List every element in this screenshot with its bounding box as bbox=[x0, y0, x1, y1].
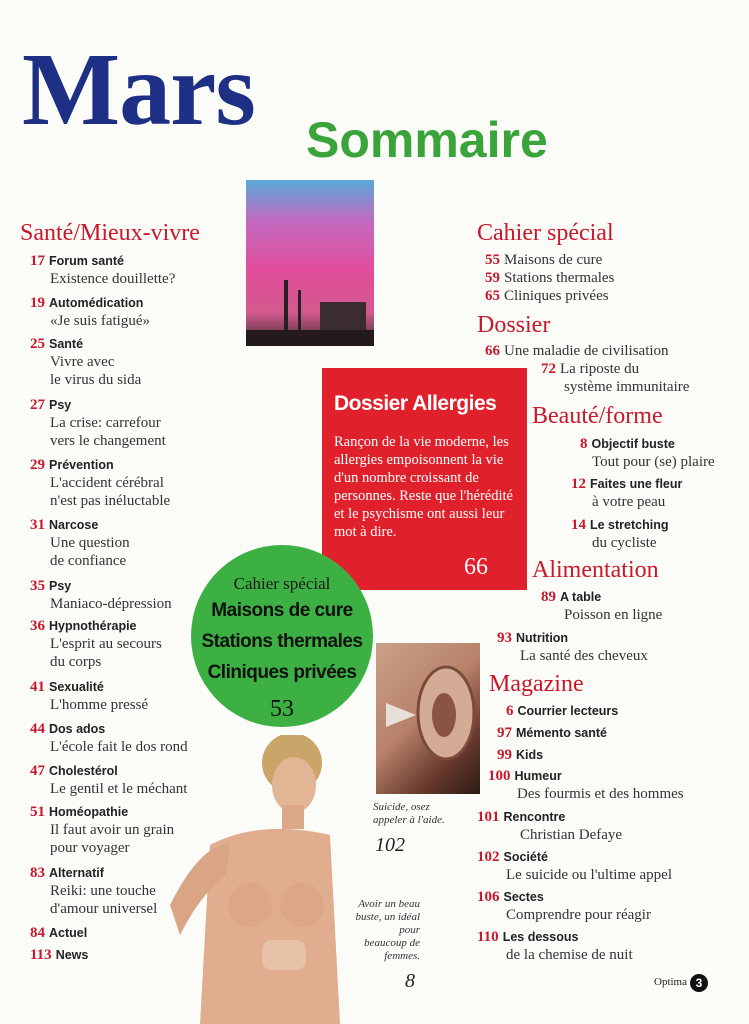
entry-page: 65 bbox=[485, 288, 500, 304]
entry-title: Dos ados bbox=[49, 722, 106, 736]
list-item[interactable] bbox=[30, 294, 150, 330]
entry-subtitle: L'école fait le dos rond bbox=[50, 739, 188, 755]
entry-title: Homéopathie bbox=[49, 805, 129, 819]
entry-title: Kids bbox=[516, 748, 544, 762]
list-item[interactable] bbox=[477, 888, 651, 924]
list-item[interactable] bbox=[30, 252, 175, 288]
entry-page: 8 bbox=[580, 436, 588, 452]
entry-title: Mémento santé bbox=[516, 726, 607, 740]
ear-closeup-photo bbox=[376, 643, 480, 794]
page-number: 3 bbox=[690, 974, 708, 992]
entry-page: 89 bbox=[541, 589, 556, 605]
entry-page: 19 bbox=[30, 295, 45, 311]
bubble-label: Cahier spécial bbox=[233, 574, 331, 593]
entry-title: Société bbox=[503, 850, 548, 864]
entry-title: Automédication bbox=[49, 296, 144, 310]
list-item[interactable] bbox=[571, 516, 669, 552]
entry-page: 99 bbox=[497, 747, 512, 763]
entry-page: 29 bbox=[30, 457, 45, 473]
entry-page: 97 bbox=[497, 725, 512, 741]
list-item[interactable] bbox=[541, 360, 689, 396]
bubble-line-3: Cliniques privées bbox=[207, 662, 357, 683]
entry-subtitle: vers le changement bbox=[50, 433, 166, 449]
dossier-box-text: Rançon de la vie moderne, les allergies empoisonnent la vie d'un nombre croissant de personnes. Reste que l'hérédité et le psychisme ont aussi leur mot à dire. bbox=[334, 434, 513, 540]
entry-subtitle: pour voyager bbox=[50, 840, 130, 856]
entry-subtitle: de confiance bbox=[50, 553, 127, 569]
entry-subtitle: Tout pour (se) plaire bbox=[592, 454, 715, 470]
entry-page: 25 bbox=[30, 336, 45, 352]
magazine-month: Mars bbox=[22, 32, 255, 147]
list-item[interactable] bbox=[497, 724, 607, 742]
entry-title: Sexualité bbox=[49, 680, 104, 694]
entry-title: Forum santé bbox=[49, 254, 125, 268]
list-item[interactable] bbox=[30, 864, 157, 918]
entry-subtitle: L'esprit au secours bbox=[50, 636, 162, 652]
entry-title: Alternatif bbox=[49, 866, 104, 880]
entry-page: 47 bbox=[30, 763, 45, 779]
entry-subtitle: La santé des cheveux bbox=[520, 648, 648, 664]
list-item[interactable] bbox=[580, 435, 715, 471]
entry-page: 44 bbox=[30, 721, 45, 737]
entry-page: 55 bbox=[485, 252, 500, 268]
entry-subtitle: Existence douillette? bbox=[50, 271, 176, 287]
bubble-line-1: Maisons de cure bbox=[211, 600, 353, 621]
entry-page: 93 bbox=[497, 630, 512, 646]
ear-caption: Suicide, osez appeler à l'aide. bbox=[373, 801, 445, 826]
entry-subtitle: «Je suis fatigué» bbox=[50, 313, 150, 329]
entry-subtitle: à votre peau bbox=[592, 494, 666, 510]
entry-subtitle: Reiki: une touche bbox=[50, 883, 156, 899]
entry-page: 14 bbox=[571, 517, 586, 533]
section-title-magazine: Magazine bbox=[489, 671, 584, 697]
entry-subtitle: Le gentil et le méchant bbox=[50, 781, 188, 797]
entry-title: Courrier lecteurs bbox=[517, 704, 619, 718]
section-title-dossier: Dossier bbox=[477, 312, 551, 338]
entry-title: Les dessous bbox=[502, 930, 579, 944]
entry-title: Rencontre bbox=[503, 810, 566, 824]
woman-caption: Avoir un beau buste, un idéal pour beaucoup de femmes. bbox=[355, 898, 420, 962]
entry-page: 113 bbox=[30, 947, 52, 963]
entry-title: Sectes bbox=[503, 890, 544, 904]
entry-subtitle: L'homme pressé bbox=[50, 697, 149, 713]
list-item[interactable] bbox=[541, 588, 662, 624]
list-item[interactable] bbox=[477, 808, 622, 844]
entry-page: 31 bbox=[30, 517, 45, 533]
dossier-box-page: 66 bbox=[464, 554, 488, 580]
entry-title: Humeur bbox=[514, 769, 562, 783]
entry-page: 51 bbox=[30, 804, 45, 820]
list-item[interactable] bbox=[30, 946, 88, 964]
ear-caption-page: 102 bbox=[375, 834, 405, 856]
entry-subtitle: Il faut avoir un grain bbox=[50, 822, 175, 838]
entry-title: Psy bbox=[49, 579, 72, 593]
entry-page: 41 bbox=[30, 679, 45, 695]
list-item[interactable] bbox=[30, 335, 141, 389]
entry-subtitle: Poisson en ligne bbox=[564, 607, 663, 623]
entry-page: 6 bbox=[506, 703, 514, 719]
entry-page: 35 bbox=[30, 578, 45, 594]
entry-title: Narcose bbox=[49, 518, 99, 532]
entry-subtitle: Une question bbox=[50, 535, 130, 551]
entry-subtitle: Des fourmis et des hommes bbox=[517, 786, 684, 802]
entry-page: 102 bbox=[477, 849, 500, 865]
list-item[interactable] bbox=[30, 762, 187, 798]
entry-subtitle: du cycliste bbox=[592, 535, 657, 551]
entry-page: 66 bbox=[485, 343, 500, 359]
footer-brand: Optima bbox=[654, 976, 687, 988]
entry-title: Prévention bbox=[49, 458, 114, 472]
list-item[interactable] bbox=[571, 475, 682, 511]
entry-page: 12 bbox=[571, 476, 586, 492]
entry-subtitle: Comprendre pour réagir bbox=[506, 907, 651, 923]
woman-photo bbox=[170, 735, 350, 1024]
list-item[interactable] bbox=[485, 269, 614, 287]
entry-text: Maisons de cure bbox=[504, 252, 603, 268]
list-item[interactable] bbox=[30, 516, 130, 570]
list-item[interactable] bbox=[477, 848, 672, 884]
industrial-smoke-photo bbox=[246, 180, 374, 346]
entry-page: 72 bbox=[541, 361, 556, 377]
entry-subtitle: L'accident cérébral bbox=[50, 475, 164, 491]
list-item[interactable] bbox=[477, 928, 633, 964]
list-item[interactable] bbox=[30, 396, 166, 450]
section-title-alimentation: Alimentation bbox=[532, 557, 659, 583]
entry-page: 59 bbox=[485, 270, 500, 286]
entry-title: Santé bbox=[49, 337, 84, 351]
entry-subtitle: le virus du sida bbox=[50, 372, 142, 388]
entry-title: Le stretching bbox=[590, 518, 669, 532]
entry-subtitle: d'amour universel bbox=[50, 901, 158, 917]
entry-subtitle: système immunitaire bbox=[564, 379, 690, 395]
page-section-title: Sommaire bbox=[306, 112, 548, 168]
entry-page: 17 bbox=[30, 253, 45, 269]
list-item[interactable] bbox=[497, 629, 648, 665]
entry-page: 101 bbox=[477, 809, 500, 825]
entry-title: Hypnothérapie bbox=[49, 619, 137, 633]
entry-page: 36 bbox=[30, 618, 45, 634]
woman-caption-page: 8 bbox=[405, 970, 415, 992]
entry-subtitle: La crise: carrefour bbox=[50, 415, 161, 431]
section-title-cahier: Cahier spécial bbox=[477, 220, 614, 246]
entry-page: 84 bbox=[30, 925, 45, 941]
list-item[interactable] bbox=[485, 342, 669, 360]
list-item[interactable] bbox=[485, 287, 609, 305]
entry-text: Cliniques privées bbox=[504, 288, 609, 304]
bubble-line-2: Stations thermales bbox=[201, 631, 363, 652]
list-item[interactable] bbox=[30, 577, 172, 613]
entry-title: Objectif buste bbox=[591, 437, 675, 451]
list-item[interactable] bbox=[488, 767, 684, 803]
entry-subtitle: Le suicide ou l'ultime appel bbox=[506, 867, 672, 883]
entry-title: Actuel bbox=[49, 926, 88, 940]
entry-title: News bbox=[55, 948, 89, 962]
entry-page: 27 bbox=[30, 397, 45, 413]
list-item[interactable] bbox=[497, 746, 543, 764]
entry-subtitle: de la chemise de nuit bbox=[506, 947, 633, 963]
entry-text: La riposte du bbox=[560, 361, 640, 377]
bubble-page: 53 bbox=[270, 696, 294, 722]
entry-subtitle: Christian Defaye bbox=[520, 827, 623, 843]
entry-subtitle: n'est pas inéluctable bbox=[50, 493, 171, 509]
entry-title: Psy bbox=[49, 398, 72, 412]
entry-title: Nutrition bbox=[516, 631, 569, 645]
list-item[interactable] bbox=[506, 702, 618, 720]
section-title-sante: Santé/Mieux-vivre bbox=[20, 220, 200, 246]
entry-page: 83 bbox=[30, 865, 45, 881]
list-item[interactable] bbox=[30, 678, 148, 714]
list-item[interactable] bbox=[30, 803, 174, 857]
entry-title: A table bbox=[560, 590, 602, 604]
list-item[interactable] bbox=[30, 720, 188, 756]
entry-page: 100 bbox=[488, 768, 511, 784]
entry-title: Cholestérol bbox=[49, 764, 118, 778]
list-item[interactable] bbox=[485, 251, 602, 269]
entry-text: Une maladie de civilisation bbox=[504, 343, 669, 359]
entry-title: Faites une fleur bbox=[590, 477, 683, 491]
section-title-beaute: Beauté/forme bbox=[532, 403, 663, 429]
entry-text: Stations thermales bbox=[504, 270, 615, 286]
list-item[interactable] bbox=[30, 456, 170, 510]
entry-subtitle: Maniaco-dépression bbox=[50, 596, 172, 612]
entry-subtitle: Vivre avec bbox=[50, 354, 115, 370]
entry-page: 110 bbox=[477, 929, 499, 945]
list-item[interactable] bbox=[30, 924, 87, 942]
entry-page: 106 bbox=[477, 889, 500, 905]
list-item[interactable] bbox=[30, 617, 162, 671]
dossier-box-title: Dossier Allergies bbox=[334, 392, 497, 415]
entry-subtitle: du corps bbox=[50, 654, 102, 670]
